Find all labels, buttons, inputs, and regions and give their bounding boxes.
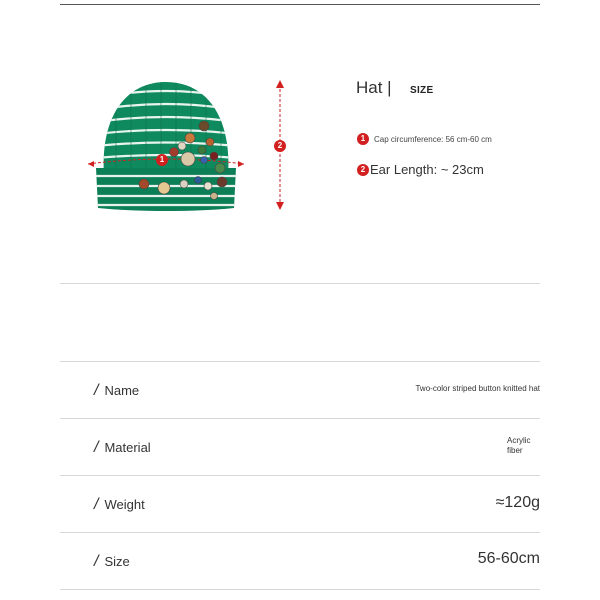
section-divider — [60, 283, 540, 284]
spec-circumference — [357, 133, 492, 145]
label-size: / Size — [94, 553, 130, 570]
spec-2-text: Ear Length: ~ 23cm — [370, 162, 484, 177]
value-size: 56-60cm — [477, 550, 540, 567]
value-material: Acrylic fiber — [507, 436, 531, 455]
circumference-marker: 1 — [156, 154, 168, 166]
value-name: Two-color striped button knitted hat — [415, 384, 540, 393]
spec-1-text: Cap circumference: 56 cm-60 cm — [374, 134, 492, 144]
label-weight: / Weight — [94, 496, 145, 513]
size-tag: SIZE — [410, 85, 434, 96]
row-divider — [60, 589, 540, 590]
hat-image — [86, 76, 246, 216]
label-name: / Name — [94, 382, 140, 399]
value-weight: ≈120g — [495, 494, 540, 511]
spec-ear-length — [357, 162, 484, 177]
ear-length-marker: 2 — [274, 140, 286, 152]
label-material: / Material — [94, 439, 151, 456]
row-divider — [60, 418, 540, 419]
row-divider — [60, 361, 540, 362]
ear-length-arrow — [271, 80, 289, 210]
row-divider — [60, 532, 540, 533]
spec-2-badge: 2 — [357, 164, 369, 176]
spec-1-badge: 1 — [357, 133, 369, 145]
row-divider — [60, 475, 540, 476]
top-divider — [60, 4, 540, 5]
size-title: Hat | — [356, 78, 392, 97]
